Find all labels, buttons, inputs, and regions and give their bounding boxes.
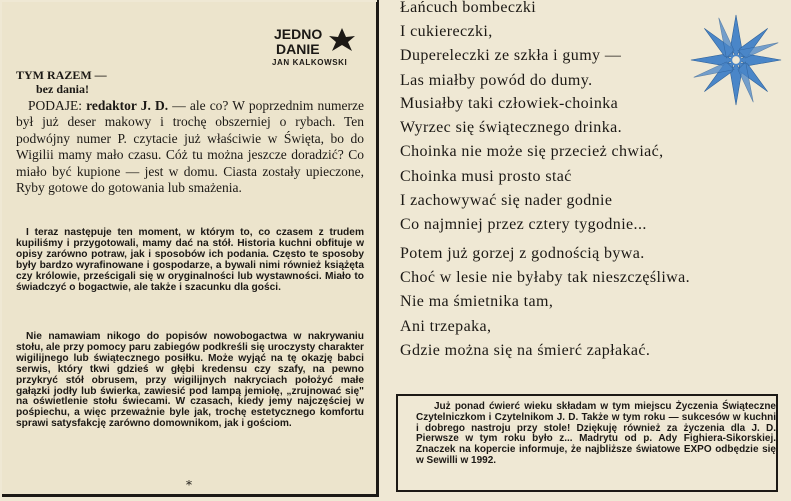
greetings-frame [396, 394, 778, 492]
logo-line1: JEDNO [274, 26, 323, 42]
article-column [2, 2, 379, 497]
logo-leaf-icon [329, 28, 355, 51]
body-paragraph-1: I teraz następuje ten moment, w którym to, co czasem z trudem kupiliśmy i przygotowali, mamy dać na stół. Historia kuchni obfituje w opisy zarówno potraw, jak i sposobów ich podania. Często te sposoby były bardzo wyrafinowane i gospodarze, a bywali nimi również książęta czy królowie, prześcigali się w oryginalności lub wystawności. Miało to świadczyć o bogactwie, ale także i szacunku dla gości. [16, 227, 364, 293]
greetings-text: Już ponad ćwierć wieku składam w tym miejscu Życzenia Świąteczne Czytelniczkom i Czytelnikom J. D. Także w tym roku — sukcesów w kuchni i dobrego nastroju przy stole! Dziękuję również za życzenia dla J. D. Pierwsze w tym roku było z... Madrytu od p. Ady Fighiera-Sikorskiej. Znaczek na kopercie informuje, że najbliższe światowe EXPO odbędzie się w Sewilli w 1992. [416, 401, 776, 466]
poem-line: Co najmniej przez cztery tygodnie... [400, 216, 647, 234]
lead-prefix: PODAJE: [28, 98, 87, 113]
poem-line: I cukiereczki, [400, 23, 493, 41]
poem-line: Potem już gorzej z godnością bywa. [400, 245, 645, 262]
greetings-box [392, 388, 784, 498]
end-asterisk: * [186, 478, 192, 492]
poem-line: Choinka nie może się przecież chwiać, [400, 143, 664, 161]
poem-line: Las miałby powód do dumy. [400, 71, 593, 89]
snowflake-star-icon [688, 12, 784, 108]
logo-author: JAN KALKOWSKI [272, 58, 348, 67]
title-line2: bez dania! [36, 82, 90, 96]
poem-line: Łańcuch bombeczki [400, 0, 537, 16]
poem-line: Ani trzepaka, [400, 317, 492, 335]
poem-line: Gdzie można się na śmierć zapłakać. [400, 341, 651, 359]
column-divider [377, 0, 379, 8]
lead-editor: redaktor J. D. [86, 98, 169, 113]
lead-text: — ale co? W poprzednim numerze był już deser makowy i trochę obszerniej o rybach. Ten podwójny numer P. czytacie już właściwie w Święta, bo do Wigilii mamy mało czasu. Cóż tu można jeszcze doradzić? Co miało być kupione — jest w domu. Ciasta zostały upieczone, Ryby gotowe do gotowania lub smażenia. [16, 98, 364, 196]
jedno-danie-logo [272, 26, 364, 72]
body-paragraph-2: Nie namawiam nikogo do popisów nowobogactwa w nakrywaniu stołu, ale przy pomocy paru zabiegów podkreśli się uroczysty charakter wigilijnego lub świątecznego posiłku. Może wyjąć na tę okazję babci serwis, który tkwi gdzieś w głębi kredensu czy szafy, na pewno przykryć stół obrusem, przy wigilijnych nakryciach położyć małe gałązki jodły lub świerka, zawiesić pod lampą jemiołę, „zrujnować się" na oświetlenie stołu świecami. W czasach, kiedy jemy najczęściej w pośpiechu, a więc przeważnie byle jak, trochę estetycznego komfortu sprawi satysfakcję zarówno domownikom, jak i gościom. [16, 331, 364, 430]
poem-line: Choinka musi prosto stać [400, 167, 572, 185]
title-line1: TYM RAZEM — [16, 68, 107, 82]
poem-line: Dupereleczki ze szkła i gumy — [400, 47, 622, 65]
poem-stanza-1 [400, 0, 621, 93]
poem-line: Nie ma śmietnika tam, [400, 293, 554, 311]
poem-line: Choć w lesie nie byłaby tak nieszczęśliwa. [400, 269, 691, 287]
logo-graphic [272, 26, 364, 58]
lead-paragraph [16, 98, 364, 196]
logo-line2: DANIE [276, 41, 320, 57]
poem-stanza-3 [400, 242, 690, 363]
article-title [16, 68, 107, 96]
poem-stanza-2 [400, 92, 664, 237]
poem-line: Wyrzec się świątecznego drinka. [400, 119, 623, 137]
poem-line: I zachowywać się nader godnie [400, 191, 613, 209]
poem-line: Musiałby taki człowiek-choinka [400, 95, 619, 112]
